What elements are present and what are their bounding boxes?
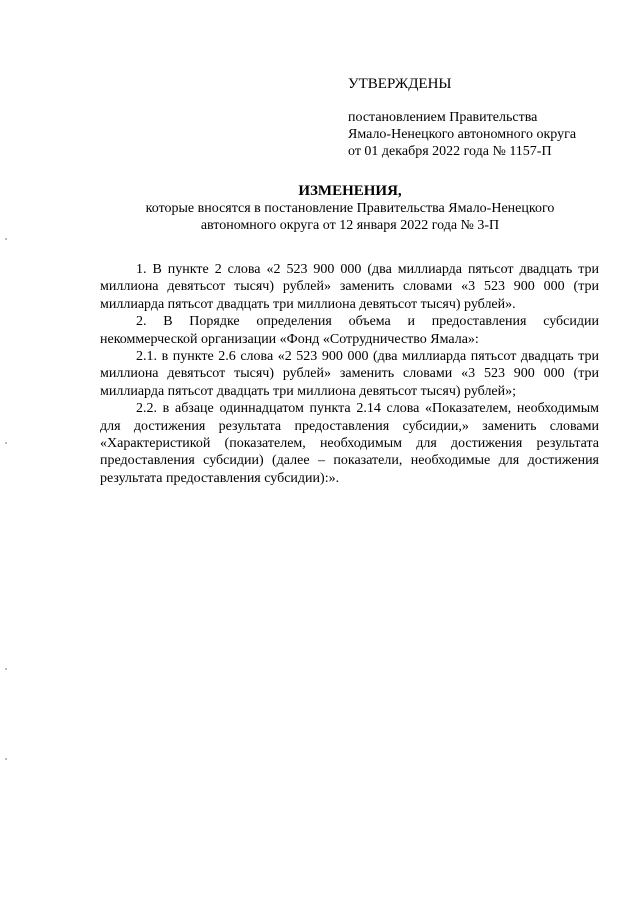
scan-dot xyxy=(5,238,7,240)
paragraph: 2. В Порядке определения объема и предоставления субсидии некоммерческой организации «Фонд «Сотрудничество Ямала»: xyxy=(100,314,599,347)
document-subtitle-line: которые вносятся в постановление Правительства Ямало-Ненецкого xyxy=(145,201,555,216)
scan-dot xyxy=(5,668,7,670)
paragraph: 2.1. в пункте 2.6 слова «2 523 900 000 (два миллиарда пятьсот двадцать три миллиона девятьсот тысяч) рублей» заменить словами «3 523 900 000 (три миллиарда пятьсот двадцать три миллиона девятьсот тысяч) рублей»; xyxy=(100,349,599,399)
paragraph: 2.2. в абзаце одиннадцатом пункта 2.14 слова «Показателем, необходимым для достижения результата предоставления субсидии,» заменить словами «Характеристикой (показателем, необходимым для достижения результата предоставления субсидии) (далее – показатели, необходимые для достижения результата предоставления субсидии):». xyxy=(100,401,599,486)
document-title: ИЗМЕНЕНИЯ, xyxy=(298,183,402,199)
scan-dot xyxy=(5,442,7,444)
approval-block xyxy=(348,76,618,160)
document-subtitle-line: автономного округа от 12 января 2022 года № 3-П xyxy=(200,218,500,233)
document-body xyxy=(100,261,599,487)
approval-line: Ямало-Ненецкого автономного округа xyxy=(348,127,577,142)
approval-heading: УТВЕРЖДЕНЫ xyxy=(348,76,452,92)
approval-line: от 01 декабря 2022 года № 1157-П xyxy=(348,144,552,159)
scan-dot xyxy=(5,758,7,760)
approval-line: постановлением Правительства xyxy=(348,110,538,125)
paragraph: 1. В пункте 2 слова «2 523 900 000 (два миллиарда пятьсот двадцать три миллиона девятьсот тысяч) рублей» заменить словами «3 523 900 000 (три миллиарда пятьсот двадцать три миллиона девятьсот тысяч) рублей». xyxy=(100,262,599,312)
document-title-block xyxy=(100,183,600,234)
